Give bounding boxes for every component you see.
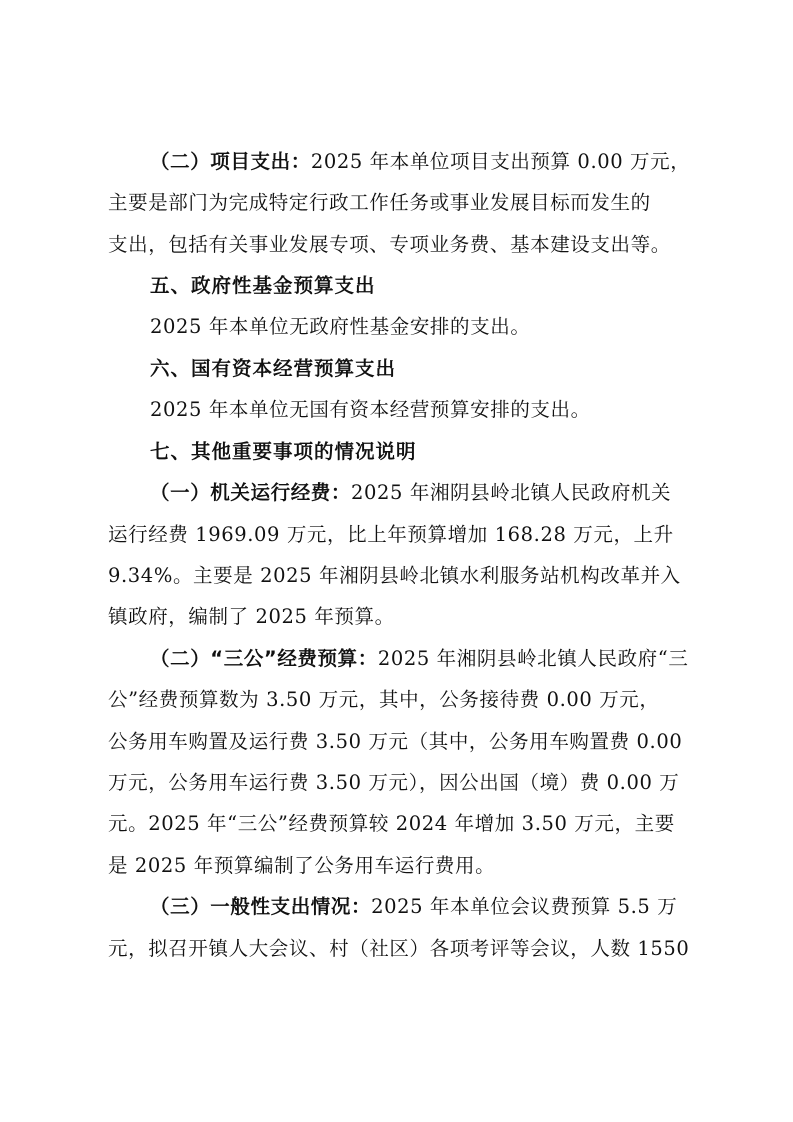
three-public-line-3: 公务用车购置及运行费 3.50 万元（其中，公务用车购置费 0.00 (108, 730, 683, 753)
operating-expense-line-1: （一）机关运行经费：2025 年湘阴县岭北镇人民政府机关 (150, 481, 672, 504)
project-expense-line-2: 主要是部门为完成特定行政工作任务或事业发展目标而发生的 (108, 191, 651, 214)
three-public-line-4: 万元，公务用车运行费 3.50 万元），因公出国（境）费 0.00 万 (108, 771, 680, 794)
general-expense-line-2: 元，拟召开镇人大会议、村（社区）各项考评等会议，人数 1550 (108, 937, 690, 960)
section-heading-5: 五、政府性基金预算支出 (150, 274, 376, 297)
three-public-line-6: 是 2025 年预算编制了公务用车运行费用。 (108, 854, 496, 877)
project-expense-line-1: （二）项目支出：2025 年本单位项目支出预算 0.00 万元， (150, 150, 691, 173)
project-expense-line-3: 支出，包括有关事业发展专项、专项业务费、基本建设支出等。 (108, 233, 671, 256)
operating-expense-lead: （一）机关运行经费： (150, 481, 352, 504)
project-expense-lead: （二）项目支出： (150, 150, 311, 173)
section-heading-6: 六、国有资本经营预算支出 (150, 357, 397, 380)
general-expense-lead: （三）一般性支出情况： (150, 895, 372, 918)
three-public-line-1: （二）“三公”经费预算：2025 年湘阴县岭北镇人民政府“三 (150, 647, 689, 670)
operating-expense-line-2: 运行经费 1969.09 万元，比上年预算增加 168.28 万元，上升 (108, 523, 674, 546)
section-heading-7: 七、其他重要事项的情况说明 (150, 440, 417, 463)
three-public-line-5: 元。2025 年“三公”经费预算较 2024 年增加 3.50 万元，主要 (108, 812, 675, 835)
general-expense-line-1: （三）一般性支出情况：2025 年本单位会议费预算 5.5 万 (150, 895, 678, 918)
operating-expense-line-3: 9.34%。主要是 2025 年湘阴县岭北镇水利服务站机构改革并入 (108, 564, 681, 587)
three-public-line-2: 公”经费预算数为 3.50 万元，其中，公务接待费 0.00 万元， (108, 688, 660, 711)
operating-expense-line-4: 镇政府，编制了 2025 年预算。 (108, 605, 395, 628)
section-6-text: 2025 年本单位无国有资本经营预算安排的支出。 (150, 398, 591, 421)
section-5-text: 2025 年本单位无政府性基金安排的支出。 (150, 315, 531, 338)
three-public-lead: （二）“三公”经费预算： (150, 647, 378, 670)
